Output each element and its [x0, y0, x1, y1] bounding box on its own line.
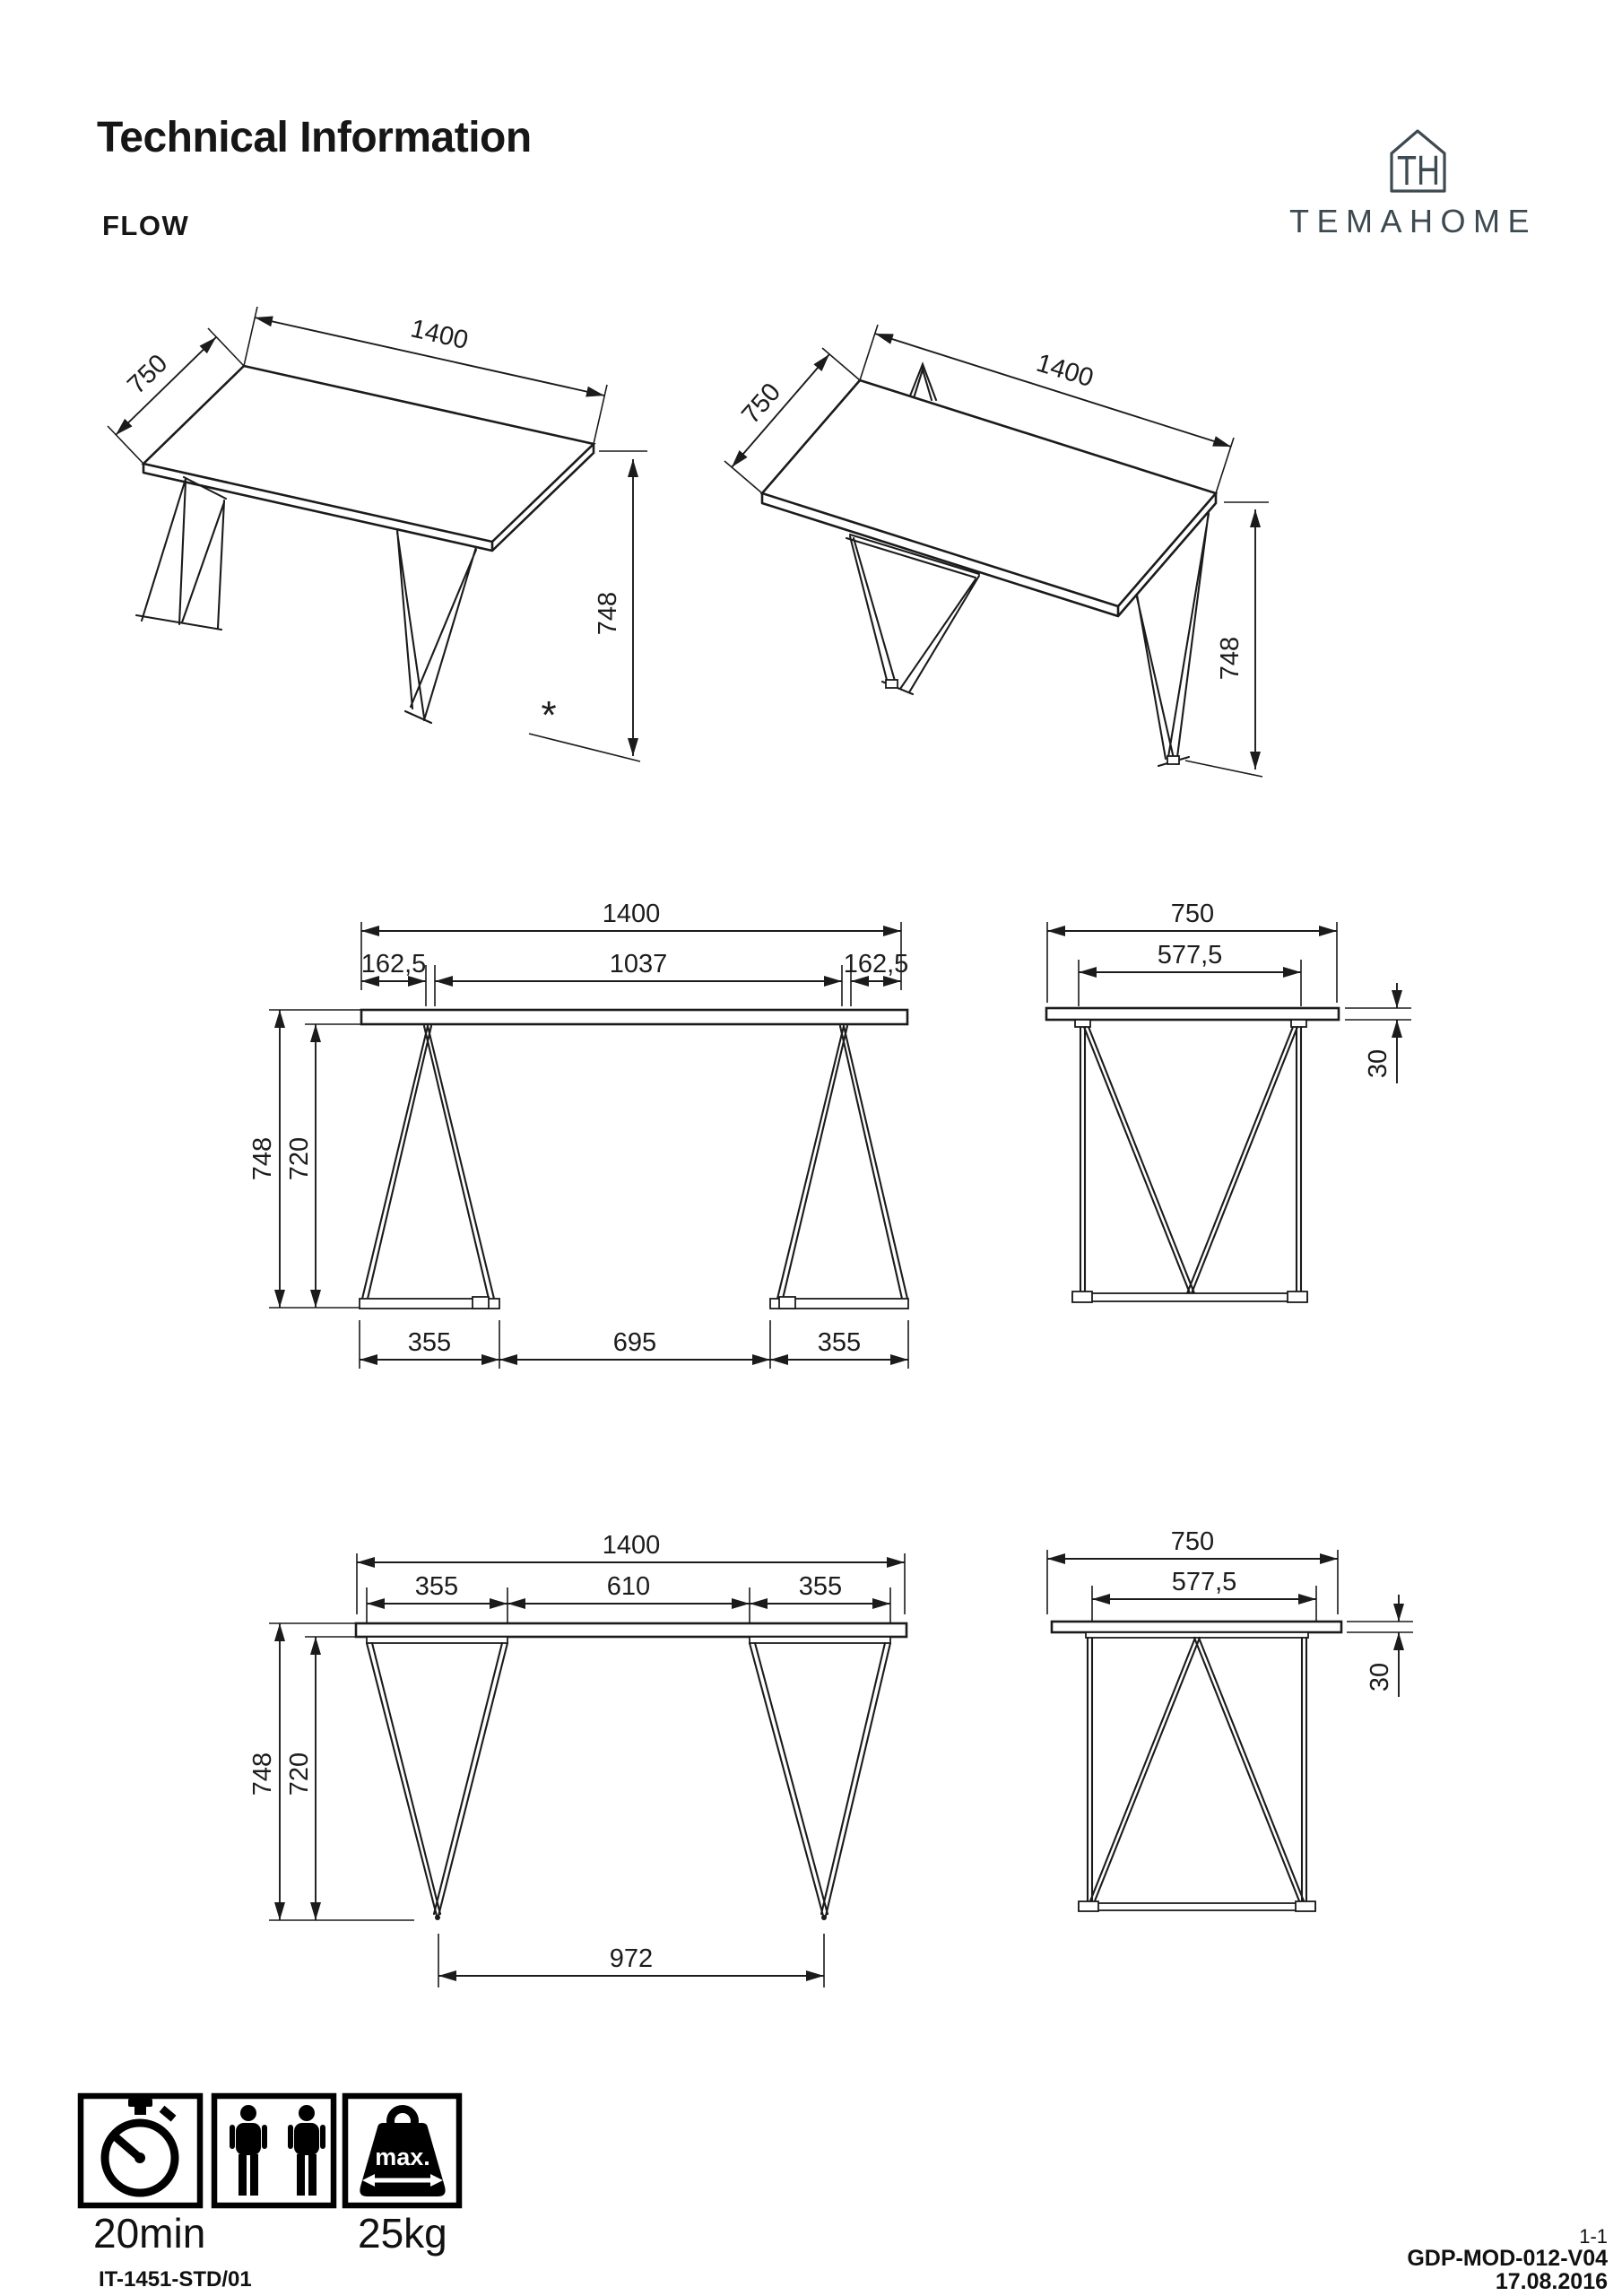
- two-person-icon: [214, 2096, 334, 2205]
- iso-view-right: [724, 325, 1269, 777]
- dim-side-a-foot-span: 577,5: [1157, 941, 1223, 970]
- dim-front-v-height: 748: [248, 1752, 277, 1796]
- brand-wordmark: TEMAHOME: [1289, 203, 1538, 239]
- dim-side-a-depth: 750: [1170, 900, 1215, 928]
- dim-side-v-depth: 750: [1170, 1527, 1215, 1556]
- dim-front-a-foot-left: 355: [407, 1328, 452, 1357]
- dim-front-v-tip-span: 972: [609, 1944, 654, 1973]
- dim-front-a-offset-right: 162,5: [843, 950, 909, 978]
- dim-front-a-total: 1400: [602, 900, 661, 928]
- product-name: FLOW: [102, 210, 190, 241]
- dim-front-a-centers: 1037: [609, 950, 668, 978]
- assembly-time-label: 20min: [93, 2210, 206, 2257]
- side-elevation-trestle: [1046, 900, 1411, 1302]
- dim-front-a-foot-right: 355: [817, 1328, 862, 1357]
- front-elevation-v-legs: [248, 1531, 906, 1987]
- dim-label-iso-right-depth: 750: [736, 378, 787, 430]
- front-elevation-trestle: [248, 900, 908, 1369]
- max-weight-label: 25kg: [358, 2210, 447, 2257]
- dim-front-v-top-left: 355: [414, 1572, 459, 1601]
- dim-side-a-thickness: 30: [1364, 1048, 1392, 1079]
- dim-label-iso-left-width: 1400: [407, 314, 472, 356]
- person-figure: [288, 2105, 325, 2196]
- max-label: max.: [375, 2144, 430, 2170]
- dim-label-iso-right-width: 1400: [1033, 348, 1097, 394]
- dim-label-iso-left-depth: 750: [122, 349, 174, 400]
- dim-front-v-top-mid: 610: [606, 1572, 651, 1601]
- dim-front-v-clearance: 720: [285, 1752, 314, 1796]
- assembly-time-icon: [81, 2096, 200, 2205]
- iso-view-left: [108, 307, 647, 761]
- footer-right-block: [1407, 2226, 1608, 2294]
- dim-label-iso-left-height: 748: [594, 591, 622, 636]
- dim-front-v-top-right: 355: [798, 1572, 843, 1601]
- dim-side-v-foot-span: 577,5: [1171, 1568, 1237, 1596]
- dim-front-a-offset-left: 162,5: [360, 950, 427, 978]
- brand-monogram: TH: [1397, 147, 1440, 194]
- dim-front-a-clearance: 720: [285, 1136, 314, 1181]
- dim-label-iso-right-height: 748: [1216, 636, 1245, 681]
- page-title: Technical Information: [97, 114, 532, 161]
- dim-front-a-foot-gap: 695: [612, 1328, 657, 1357]
- side-elevation-v-legs: [1047, 1527, 1413, 1911]
- person-figure: [230, 2105, 267, 2196]
- doc-date: 17.08.2016: [1495, 2269, 1608, 2295]
- dim-side-v-thickness: 30: [1366, 1662, 1394, 1692]
- max-weight-icon: [345, 2096, 459, 2205]
- dim-front-v-total: 1400: [602, 1531, 661, 1560]
- doc-code: GDP-MOD-012-V04: [1407, 2246, 1608, 2272]
- dim-front-a-height: 748: [248, 1136, 277, 1181]
- sheet-number: 1-1: [1579, 2225, 1608, 2248]
- product-code: IT-1451-STD/01: [99, 2267, 252, 2292]
- brand-house-icon: [1392, 131, 1444, 194]
- footnote-asterisk: *: [541, 693, 557, 737]
